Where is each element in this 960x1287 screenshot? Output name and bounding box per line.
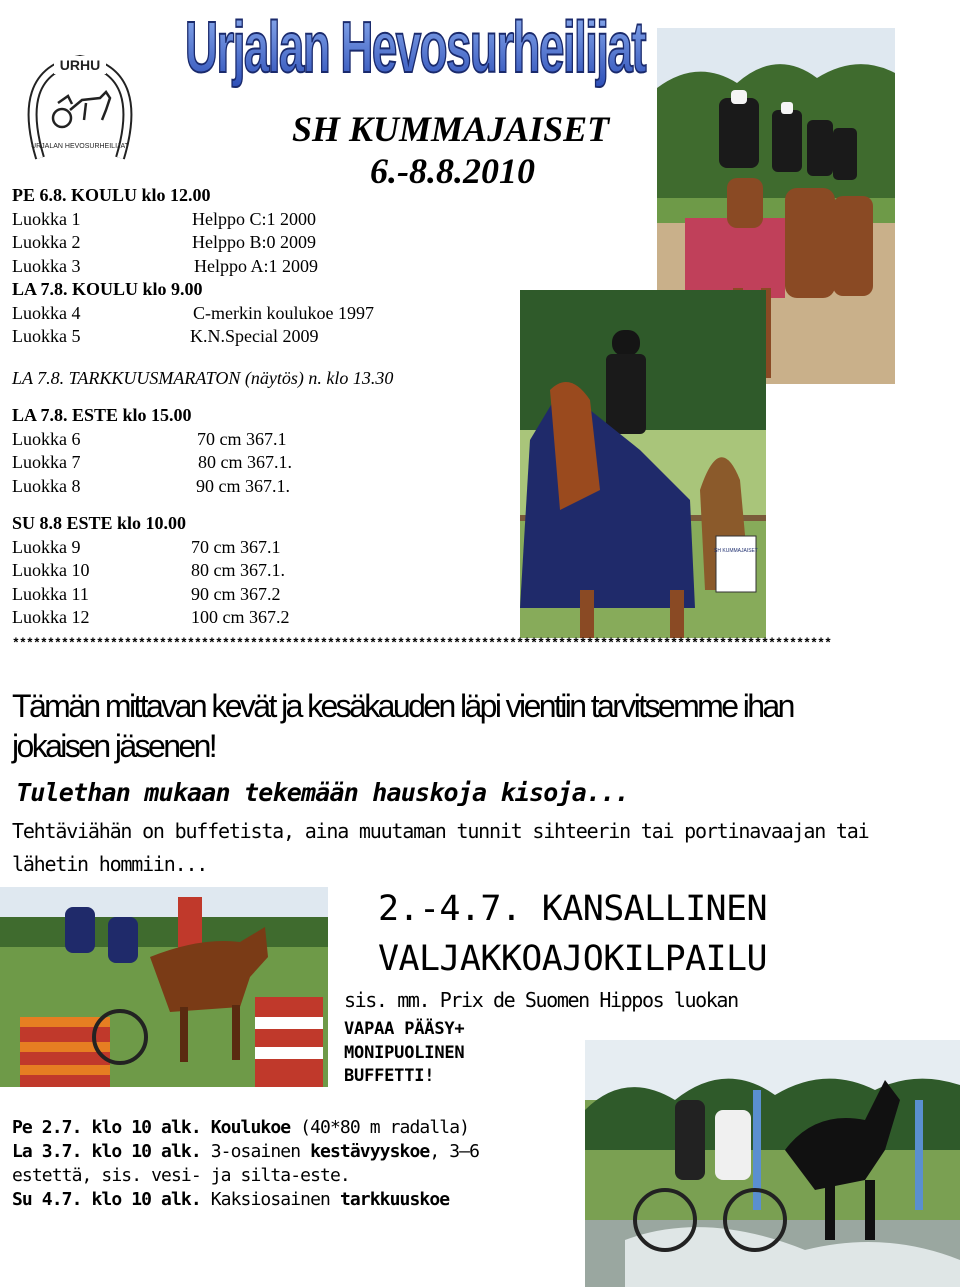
class-label: Luokka 9: [12, 536, 81, 557]
class-desc: 100 cm 367.2: [191, 607, 290, 627]
national-sun-bold2: tarkkuuskoe: [339, 1189, 450, 1210]
class-label: Luokka 4: [12, 302, 81, 323]
schedule-jumping-sat: [12, 404, 292, 498]
class-label: Luokka 10: [12, 560, 90, 580]
national-fri-rest: (40*80 m radalla): [290, 1117, 470, 1138]
photo-carriage-obstacle: [0, 887, 328, 1087]
appeal-tasks: Tehtäviähän on buffetista, aina muutaman tunnit sihteerin tai portinavaajan tai lähetin hommiin...: [12, 819, 869, 876]
svg-text:URHU: URHU: [59, 57, 101, 73]
event-name: SH KUMMAJAISET: [292, 109, 610, 149]
national-sun-bold: Su 4.7. klo 10 alk.: [12, 1189, 201, 1210]
schedule-marathon: [12, 367, 393, 391]
national-fri: [12, 1116, 572, 1140]
class-desc: 80 cm 367.1.: [191, 560, 285, 580]
marathon-heading: LA 7.8. TARKKUUSMARATON (näytös) n. klo 13.30: [12, 368, 394, 388]
sun-heading: SU 8.8 ESTE klo 10.00: [12, 513, 187, 533]
class-label: Luokka 2: [12, 232, 81, 252]
event-dates: 6.-8.8.2010: [370, 151, 535, 191]
national-sat: [12, 1140, 572, 1164]
national-sun-mid: Kaksiosainen: [200, 1189, 340, 1210]
class-desc: 70 cm 367.1: [197, 428, 287, 449]
national-sat-mid: 3-osainen: [200, 1141, 311, 1162]
class-desc: Helppo A:1 2009: [194, 255, 318, 276]
national-sat-bold2: kestävyyskoe: [310, 1141, 430, 1162]
svg-text:Urjalan Hevosurheilijat: Urjalan Hevosurheilijat: [184, 6, 647, 88]
class-desc: Helppo C:1 2000: [192, 208, 316, 229]
free-entry-note: [344, 1018, 464, 1089]
class-label: Luokka 8: [12, 475, 81, 496]
class-label: Luokka 11: [12, 583, 89, 604]
class-desc: 70 cm 367.1: [191, 536, 281, 557]
divider-line: *********************************************************************************************************************: [12, 636, 832, 651]
national-schedule: [12, 1116, 572, 1212]
class-label: Luokka 1: [12, 208, 81, 229]
svg-text:URJALAN HEVOSURHEILIJAT: URJALAN HEVOSURHEILIJAT: [31, 143, 129, 150]
appeal-invite: Tulethan mukaan tekemään hauskoja kisoja...: [16, 778, 629, 807]
class-desc: K.N.Special 2009: [190, 326, 319, 346]
class-desc: 90 cm 367.2: [191, 583, 281, 604]
national-name: VALJAKKOAJOKILPAILU: [378, 939, 767, 979]
free-entry-line-3: BUFFETTI!: [344, 1066, 435, 1086]
club-title: [180, 2, 650, 102]
schedule-jumping-sun: [12, 512, 290, 630]
sat-jump-heading: LA 7.8. ESTE klo 15.00: [12, 405, 192, 425]
class-label: Luokka 3: [12, 255, 81, 276]
class-label: Luokka 6: [12, 428, 81, 449]
class-desc: 80 cm 367.1.: [198, 452, 292, 472]
national-sat-2: estettä, sis. vesi- ja silta-este.: [12, 1165, 350, 1186]
free-entry-line-1: VAPAA PÄÄSY+: [344, 1019, 465, 1039]
national-prix: sis. mm. Prix de Suomen Hippos luokan: [344, 988, 738, 1012]
national-sat-rest: , 3–6: [429, 1141, 480, 1162]
appeal-headline: Tämän mittavan kevät ja kesäkauden läpi vientiin tarvitsemme ihan jokaisen jäsenen!: [12, 688, 793, 764]
national-fri-bold: Pe 2.7. klo 10 alk. Koulukoe: [12, 1117, 291, 1138]
schedule-dressage: [12, 184, 374, 349]
national-sun: [12, 1188, 572, 1212]
free-entry-line-2: MONIPUOLINEN: [344, 1042, 465, 1063]
class-label: Luokka 7: [12, 452, 81, 472]
class-desc: Helppo B:0 2009: [192, 232, 316, 252]
class-desc: C-merkin koulukoe 1997: [193, 302, 374, 323]
national-heading: [378, 884, 767, 984]
fri-heading: PE 6.8. KOULU klo 12.00: [12, 185, 211, 205]
national-sat-bold: La 3.7. klo 10 alk.: [12, 1141, 201, 1162]
photo-jumping-winner: [520, 290, 766, 638]
class-label: Luokka 12: [12, 607, 90, 627]
event-title: [292, 108, 609, 192]
club-logo: [20, 48, 140, 168]
class-label: Luokka 5: [12, 326, 81, 346]
sign-text: SH KUMMAJAISET: [714, 548, 758, 554]
national-dates: 2.-4.7. KANSALLINEN: [378, 889, 767, 929]
class-desc: 90 cm 367.1.: [196, 475, 290, 496]
photo-carriage-water: [585, 1040, 960, 1287]
sat-heading: LA 7.8. KOULU klo 9.00: [12, 279, 203, 299]
